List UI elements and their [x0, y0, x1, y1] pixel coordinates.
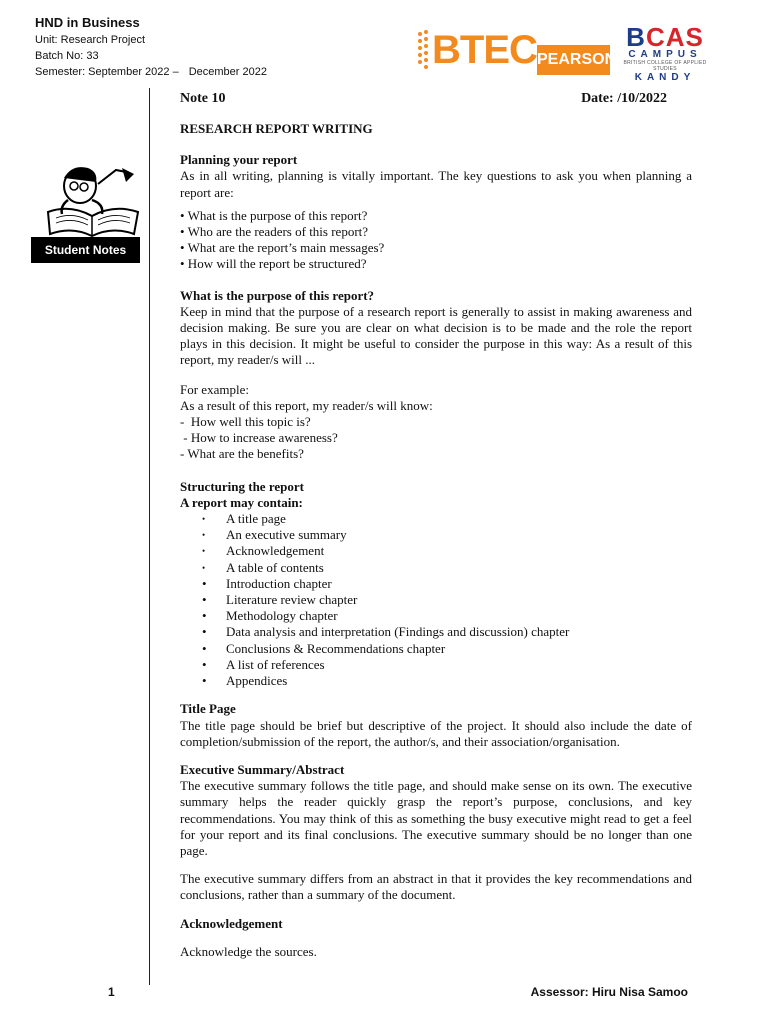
list-item: • A list of references [202, 657, 692, 673]
bcas-campus-text: CAMPUS [628, 49, 702, 60]
list-item: • A table of contents [202, 560, 692, 576]
btec-logo [418, 26, 537, 74]
batch-line: Batch No: 33 [35, 50, 99, 62]
structure-heading: Structuring the report [180, 478, 304, 494]
document-header [35, 14, 267, 80]
list-item: • Literature review chapter [202, 592, 692, 608]
assessor-name: Assessor: Hiru Nisa Samoo [530, 985, 688, 999]
semester-line [35, 64, 267, 80]
list-item: • Data analysis and interpretation (Findings and discussion) chapter [202, 624, 692, 640]
list-item: • An executive summary [202, 527, 692, 543]
planning-question: • What are the report’s main messages? [180, 240, 385, 256]
note-heading-row [180, 90, 692, 108]
example-item: - How well this topic is? [180, 414, 311, 430]
planning-question: • How will the report be structured? [180, 256, 367, 272]
example-item: - How to increase awareness? [180, 430, 338, 446]
acknowledgement-body: Acknowledge the sources. [180, 943, 317, 959]
program-title: HND in Business [35, 15, 140, 30]
exec-summary-difference: The executive summary differs from an abstract in that it provides the key recommendations and conclusions, rather than a summary of the document. [180, 871, 692, 903]
pearson-logo: PEARSON [537, 45, 610, 75]
note-number: Note 10 [180, 91, 226, 106]
semester-start: Semester: September 2022 – [35, 66, 179, 78]
semester-end: December 2022 [188, 66, 267, 78]
acknowledgement-heading: Acknowledgement [180, 915, 283, 931]
bcas-wordmark: BCAS [626, 22, 704, 52]
list-item: • Conclusions & Recommendations chapter [202, 641, 692, 657]
list-item: • Introduction chapter [202, 576, 692, 592]
list-item: • Acknowledgement [202, 543, 692, 559]
bcas-tagline: BRITISH COLLEGE OF APPLIED STUDIES [623, 60, 707, 72]
structure-subheading: A report may contain: [180, 494, 303, 510]
bcas-kandy-text: KANDY [634, 72, 696, 83]
note-content [180, 90, 692, 960]
unit-line: Unit: Research Project [35, 34, 146, 46]
page-number: 1 [108, 985, 115, 999]
planning-heading: Planning your report [180, 152, 298, 168]
title-page-body: The title page should be brief but descriptive of the project. It should also include the date of completion/submission of the report, the author/s, and their association/organisation. [180, 717, 692, 749]
planning-question: • Who are the readers of this report? [180, 224, 369, 240]
list-item: • A title page [202, 511, 692, 527]
list-item: • Methodology chapter [202, 608, 692, 624]
exec-summary-body: The executive summary follows the title page, and should make sense on its own. The executive summary helps the reader quickly grasp the report’s purpose, conclusions, and key recommendations. You may think of this as something the busy executive might read to get a feel for your report and its final conclusions. The executive summary should be no longer than one page. [180, 778, 692, 858]
example-label: For example: [180, 381, 249, 397]
title-page-heading: Title Page [180, 701, 236, 717]
example-lead: As a result of this report, my reader/s will know: [180, 397, 433, 413]
bcas-logo [622, 22, 708, 87]
exec-summary-heading: Executive Summary/Abstract [180, 761, 345, 777]
structure-list [180, 511, 692, 689]
purpose-heading: What is the purpose of this report? [180, 287, 375, 303]
document-title: RESEARCH REPORT WRITING [180, 121, 373, 136]
student-notes-label: Student Notes [31, 237, 140, 263]
btec-wordmark: BTEC [432, 28, 537, 72]
example-item: - What are the benefits? [180, 446, 304, 462]
list-item: • Appendices [202, 673, 692, 689]
planning-intro: As in all writing, planning is vitally important. The key questions to ask you when planning a report are: [180, 168, 692, 200]
purpose-body: Keep in mind that the purpose of a research report is generally to assist in making awareness and decision making. Be sure you are clear on what decision is to be made and the role the report plays in this decision. It might be useful to consider the purpose in this way: As a result of this report, my reader/s will ... [180, 303, 692, 368]
planning-question: • What is the purpose of this report? [180, 207, 368, 223]
note-date: Date: /10/2022 [581, 91, 667, 106]
student-reading-icon [42, 160, 142, 238]
vertical-divider [149, 88, 150, 985]
